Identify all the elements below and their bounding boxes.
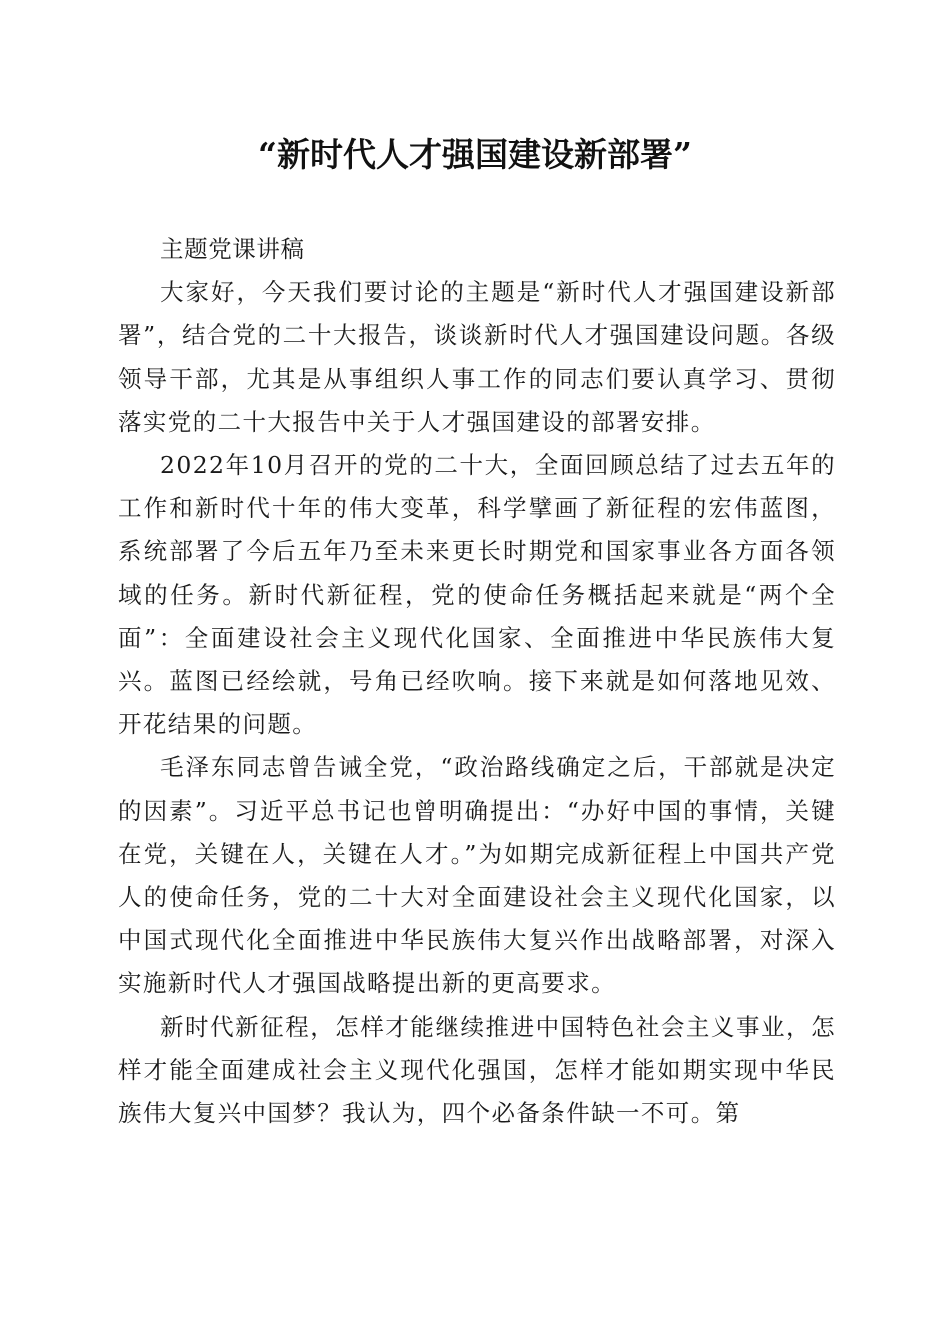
paragraph: 大家好，今天我们要讨论的主题是“新时代人才强国建设新部署”，结合党的二十大报告，谈谈新时代人才强国建设问题。各级领导干部，尤其是从事组织人事工作的同志们要认真学习、贯彻落实党的二十大报告中关于人才强国建设的部署安排。	[118, 278, 836, 436]
paragraph: 2022年10月召开的党的二十大，全面回顾总结了过去五年的工作和新时代十年的伟大变革，科学擘画了新征程的宏伟蓝图，系统部署了今后五年乃至未来更长时期党和国家事业各方面各领域的任务。新时代新征程，党的使命任务概括起来就是“两个全面”：全面建设社会主义现代化国家、全面推进中华民族伟大复兴。蓝图已经绘就，号角已经吹响。接下来就是如何落地见效、开花结果的问题。	[118, 451, 836, 739]
paragraph: 新时代新征程，怎样才能继续推进中国特色社会主义事业，怎样才能全面建成社会主义现代化强国，怎样才能如期实现中华民族伟大复兴中国梦？我认为，四个必备条件缺一不可。第	[118, 1012, 836, 1128]
document-title: “新时代人才强国建设新部署”	[258, 135, 692, 174]
document-subtitle: 主题党课讲稿	[160, 235, 305, 263]
paragraph: 毛泽东同志曾告诫全党，“政治路线确定之后，干部就是决定的因素”。习近平总书记也曾明确提出：“办好中国的事情，关键在党，关键在人，关键在人才。”为如期完成新征程上中国共产党人的使命任务，党的二十大对全面建设社会主义现代化国家，以中国式现代化全面推进中华民族伟大复兴作出战略部署，对深入实施新时代人才强国战略提出新的更高要求。	[118, 753, 836, 998]
document-body	[118, 228, 836, 1135]
